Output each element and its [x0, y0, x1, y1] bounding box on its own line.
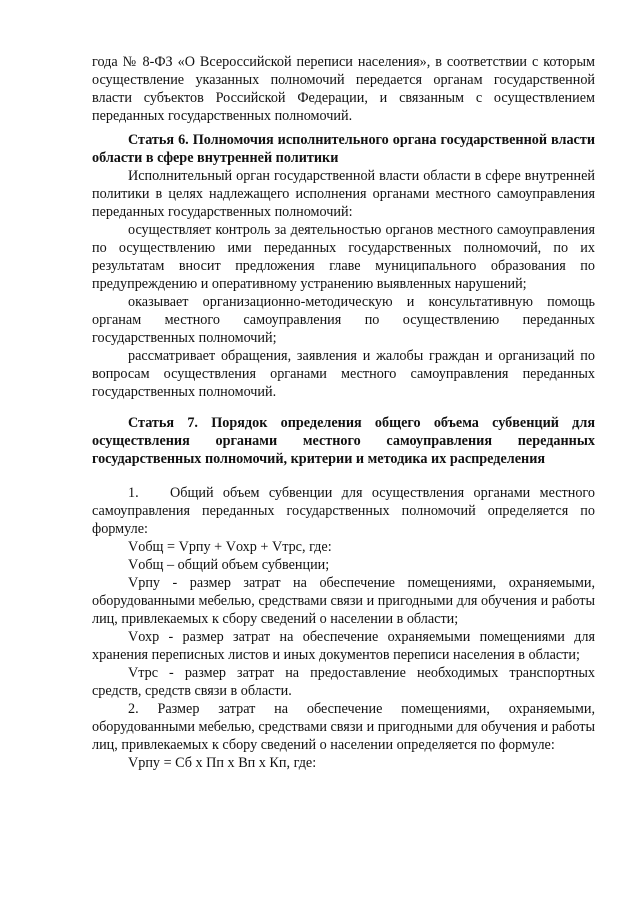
item-number: 1. [128, 485, 139, 501]
document-page [92, 53, 595, 772]
article6-heading: Статья 6. Полномочия исполнительного органа государственной власти области в сфере внутренней политики [92, 132, 595, 166]
definition: Vобщ – общий объем субвенции; [128, 557, 330, 573]
definition: Vохр - размер затрат на обеспечение охраняемыми помещениями для хранения переписных листов и иных документов переписи населения в области; [92, 629, 595, 663]
formula2: Vрпу = Сб х Пп х Вп х Кп, где: [128, 755, 317, 771]
article7-item1 [92, 484, 595, 538]
spacer [92, 401, 595, 414]
article7-heading: Статья 7. Порядок определения общего объема субвенций для осуществления органами местного самоуправления переданных государственных полномочий, критерии и методика их распределения [92, 415, 595, 467]
article6-paragraph: Исполнительный орган государственной власти области в сфере внутренней политики в целях надлежащего исполнения органами местного самоуправления переданных государственных полномочий: [92, 168, 595, 220]
definition: Vрпу - размер затрат на обеспечение помещениями, охраняемыми, оборудованными мебелью, средствами связи и пригодными для обучения и работы лиц, привлекаемых к сбору сведений о населении в области; [92, 575, 595, 627]
article6-paragraph: оказывает организационно-методическую и консультативную помощь органам местного самоуправления по осуществлению переданных государственных полномочий; [92, 294, 595, 346]
spacer [92, 468, 595, 484]
item1-text: Общий объем субвенции для осуществления органами местного самоуправления переданных государственных полномочий определяется по формуле: [92, 485, 595, 537]
formula: Vобщ = Vрпу + Vохр + Vтрс, где: [128, 539, 332, 555]
definition: Vтрс - размер затрат на предоставление необходимых транспортных средств, средств связи в области. [92, 665, 595, 699]
intro-paragraph: года № 8-ФЗ «О Всероссийской переписи населения», в соответствии с которым осуществление указанных полномочий передается органам государственной власти субъектов Российской Федерации, и связанным с осуществлением переданных государственных полномочий. [92, 54, 595, 124]
article6-paragraph: рассматривает обращения, заявления и жалобы граждан и организаций по вопросам осуществления органами местного самоуправления переданных государственных полномочий. [92, 348, 595, 400]
article7-item2: 2. Размер затрат на обеспечение помещениями, охраняемыми, оборудованными мебелью, средствами связи и пригодными для обучения и работы лиц, привлекаемых к сбору сведений о населении определяется по формуле: [92, 701, 595, 753]
article6-paragraph: осуществляет контроль за деятельностью органов местного самоуправления по осуществлению ими переданных государственных полномочий, по их результатам вносит предложения главе муниципального образования по предупреждению и оперативному устранению выявленных нарушений; [92, 222, 595, 292]
